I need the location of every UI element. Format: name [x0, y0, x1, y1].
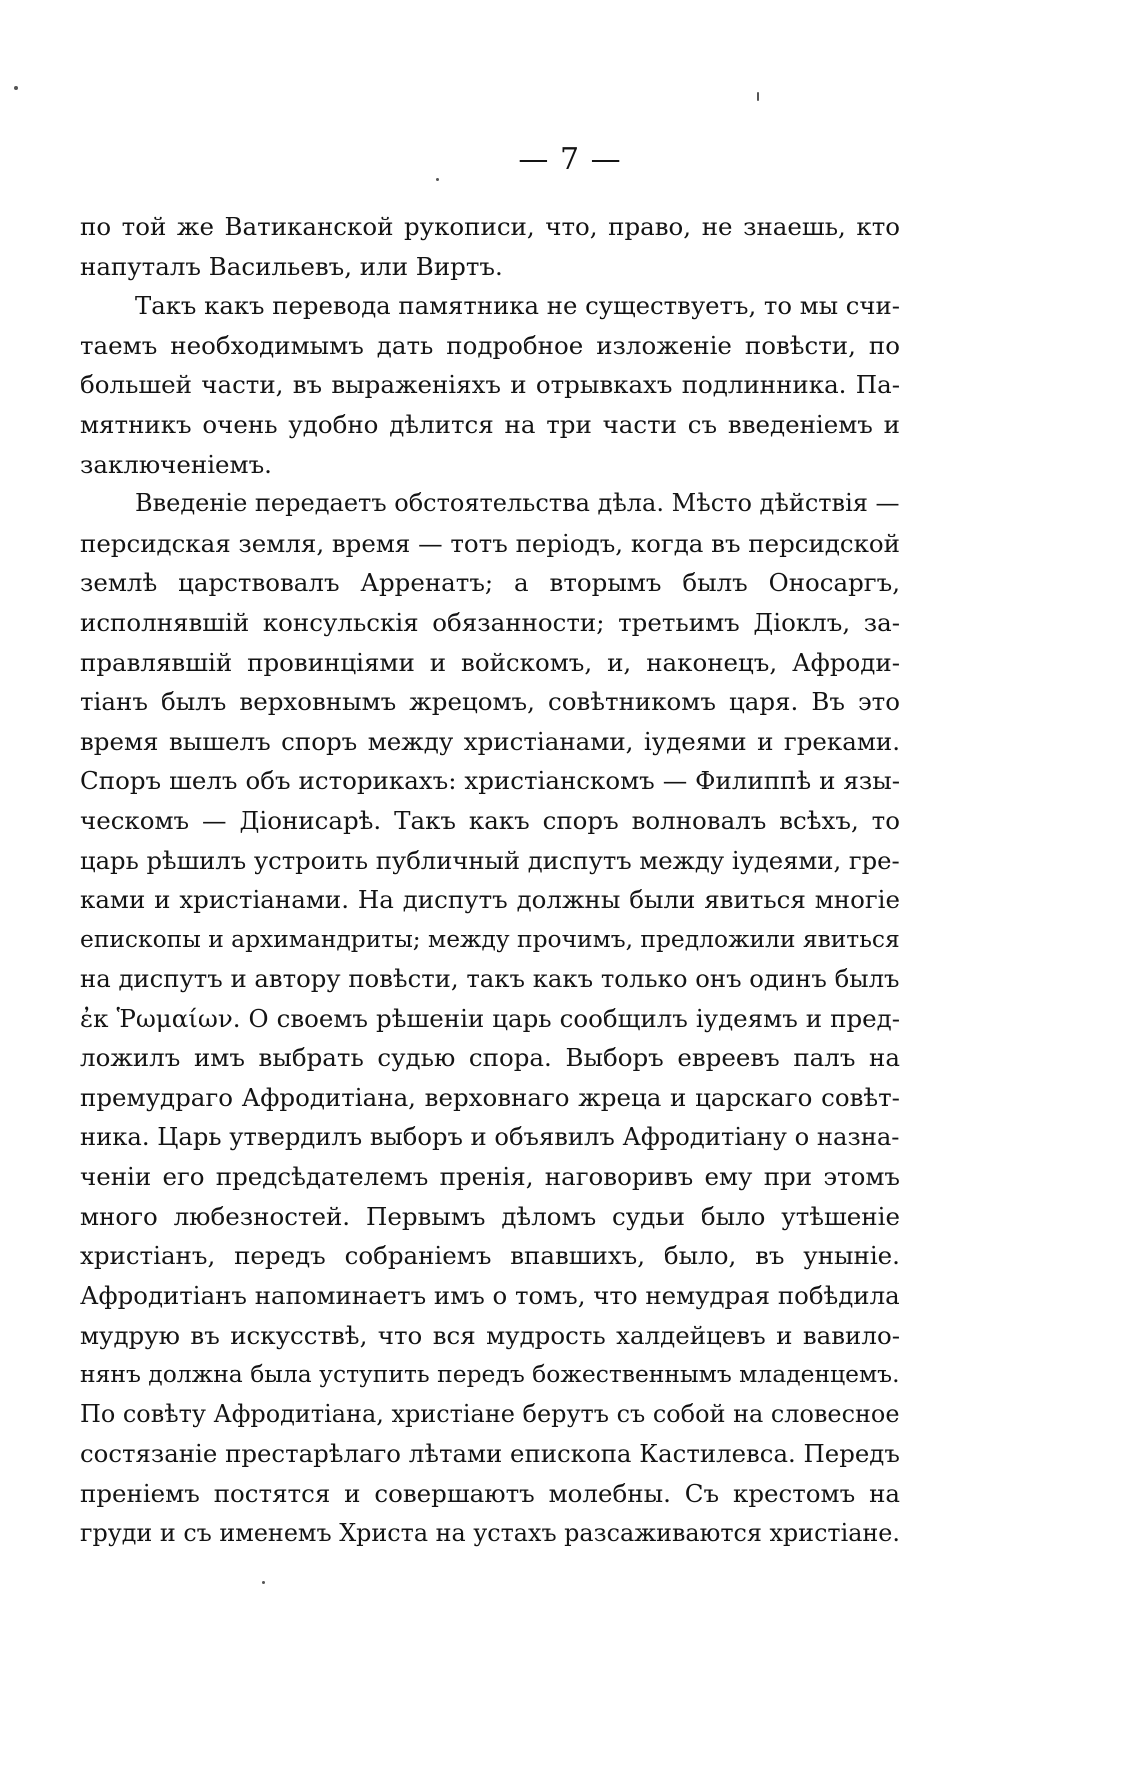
text-line: Споръ шелъ объ историкахъ: христіанскомъ — Филиппѣ и язы- — [80, 766, 901, 796]
text-line: на диспутъ и автору повѣсти, такъ какъ только онъ одинъ былъ — [80, 964, 900, 994]
text-line: ника. Царь утвердилъ выборъ и объявилъ Афродитіану о назна- — [80, 1122, 900, 1151]
scan-speck — [262, 1581, 265, 1584]
text-line: мятникъ очень удобно дѣлится на три части съ введеніемъ и — [80, 409, 901, 439]
text-line: груди и съ именемъ Христа на устахъ разсаживаются христіане. — [80, 1518, 900, 1547]
text-line: напуталъ Васильевъ, или Виртъ. — [80, 251, 503, 281]
scan-speck — [14, 86, 18, 90]
text-line: состязаніе престарѣлаго лѣтами епископа Кастилевса. Передъ — [80, 1439, 900, 1469]
text-line: ками и христіанами. На диспутъ должны были явиться многіе — [80, 885, 901, 915]
text-line: много любезностей. Первымъ дѣломъ судьи было утѣшеніе — [80, 1201, 900, 1231]
text-line: правлявшій провинціями и войскомъ, и, наконецъ, Афроди- — [80, 647, 900, 677]
text-line: ложилъ имъ выбрать судью спора. Выборъ евреевъ палъ на — [80, 1043, 900, 1073]
text-line: персидская земля, время — тотъ періодъ, когда въ персидской — [80, 528, 900, 558]
text-line: исполнявшій консульскія обязанности; третьимъ Діоклъ, за- — [80, 607, 901, 637]
text-line: заключеніемъ. — [80, 449, 272, 479]
text-line: ченіи его предсѣдателемъ пренія, наговоривъ ему при этомъ — [80, 1162, 900, 1192]
text-line: землѣ царствовалъ Арренатъ; а вторымъ былъ Оносаргъ, — [80, 568, 901, 598]
text-line: христіанъ, передъ собраніемъ впавшихъ, было, въ уныніе. — [80, 1241, 900, 1271]
text-line: царь рѣшилъ устроить публичный диспутъ между іудеями, гре- — [80, 845, 900, 875]
scan-speck — [757, 92, 759, 101]
text-line: по той же Ватиканской рукописи, что, право, не знаешь, кто — [80, 212, 901, 241]
text-line: таемъ необходимымъ дать подробное изложеніе повѣсти, по — [80, 330, 900, 360]
text-line: ческомъ — Діонисарѣ. Такъ какъ споръ волновалъ всѣхъ, то — [80, 805, 900, 835]
text-line: премудраго Афродитіана, верховнаго жреца и царскаго совѣт- — [80, 1083, 900, 1113]
text-line: епископы и архимандриты; между прочимъ, предложили явиться — [80, 924, 900, 953]
body-text — [80, 207, 900, 1553]
text-line: Афродитіанъ напоминаетъ имъ о томъ, что немудрая побѣдила — [80, 1281, 900, 1311]
text-line: преніемъ постятся и совершаютъ молебны. Съ крестомъ на — [80, 1479, 901, 1508]
text-line: По совѣту Афродитіана, христіане берутъ съ собой на словесное — [80, 1399, 900, 1428]
text-line: время вышелъ споръ между христіанами, іудеями и греками. — [80, 726, 900, 756]
scan-speck — [436, 178, 439, 181]
text-line: нянъ должна была уступить передъ божественнымъ младенцемъ. — [80, 1360, 900, 1389]
text-line: ἐκ Ῥωμαίων. О своемъ рѣшеніи царь сообщилъ іудеямъ и пред- — [80, 1003, 900, 1033]
text-line: мудрую въ искусствѣ, что вся мудрость халдейцевъ и вавило- — [80, 1320, 900, 1350]
text-line: Такъ какъ перевода памятника не существуетъ, то мы счи- — [135, 291, 900, 321]
text-line: большей части, въ выраженіяхъ и отрывкахъ подлинника. Па- — [80, 370, 900, 400]
text-line: тіанъ былъ верховнымъ жрецомъ, совѣтникомъ царя. Въ это — [80, 687, 900, 717]
text-line: Введеніе передаетъ обстоятельства дѣла. Мѣсто дѣйствія — — [135, 489, 900, 518]
page-number: — 7 — — [518, 142, 622, 177]
